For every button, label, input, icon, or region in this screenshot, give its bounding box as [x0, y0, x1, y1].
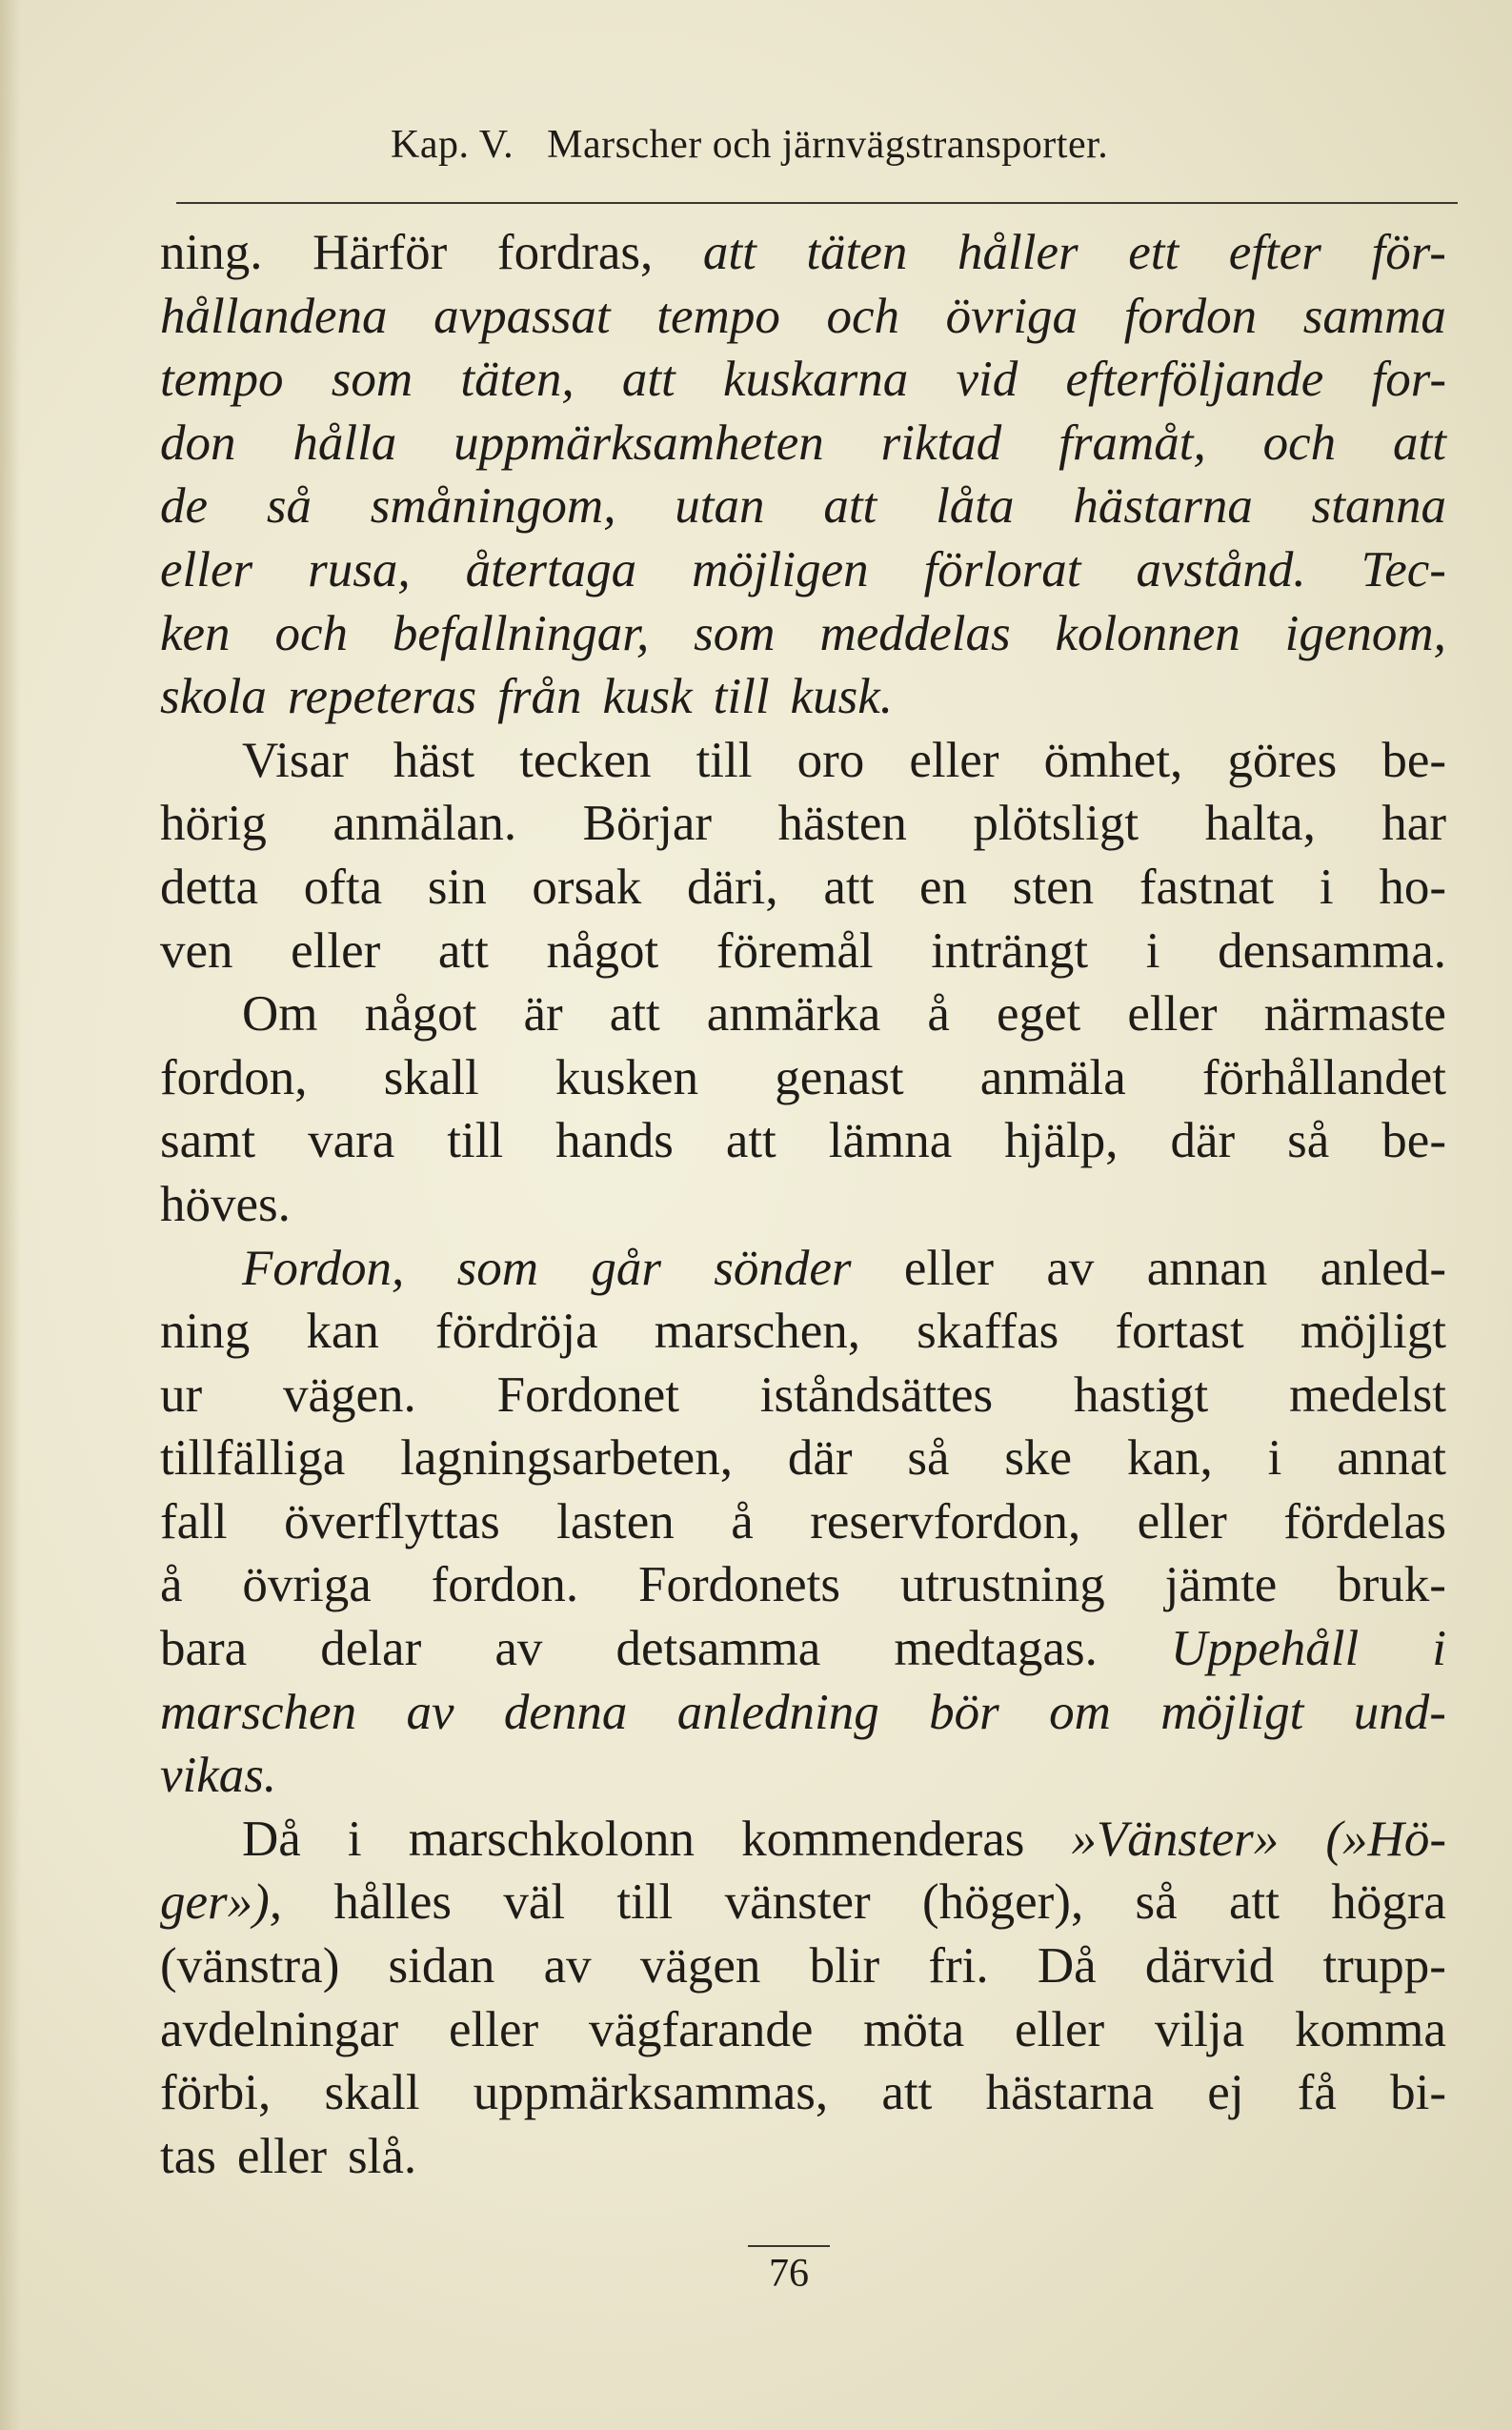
- text-line: [160, 475, 1446, 538]
- word: något: [546, 922, 659, 979]
- text-line: [160, 1427, 1446, 1490]
- word: eller: [903, 1240, 995, 1296]
- word: så: [1287, 1113, 1330, 1169]
- word: i: [1432, 1621, 1446, 1677]
- word: oro: [796, 732, 865, 788]
- word: densamma.: [1218, 922, 1446, 979]
- word: å: [160, 1557, 183, 1613]
- word: medelst: [1289, 1367, 1446, 1423]
- word: anled-: [1320, 1240, 1446, 1296]
- text-line: [160, 2061, 1446, 2125]
- word: ömhet,: [1043, 732, 1183, 788]
- word: om: [1049, 1684, 1111, 1740]
- word: att: [609, 986, 660, 1043]
- word: å: [927, 986, 950, 1043]
- word: vilja: [1154, 2001, 1245, 2057]
- chapter-label: Kap. V.: [391, 123, 514, 167]
- text-line: [160, 1046, 1446, 1110]
- word: hästen: [777, 796, 907, 852]
- word: högra: [1331, 1874, 1446, 1931]
- word: utan: [675, 478, 765, 535]
- word: förbi,: [160, 2065, 272, 2121]
- word: och: [826, 288, 900, 344]
- word: vägen: [639, 1938, 761, 1995]
- word: möjligt: [1160, 1684, 1304, 1740]
- word: närmaste: [1263, 986, 1446, 1043]
- word: skall: [324, 2065, 420, 2121]
- word: för-: [1371, 225, 1446, 280]
- word: Visar: [242, 732, 349, 788]
- word: en: [919, 859, 968, 915]
- word: i: [1145, 922, 1160, 979]
- word: kommenderas: [741, 1811, 1025, 1867]
- word: ske: [1004, 1430, 1073, 1487]
- text-line: [160, 602, 1446, 666]
- word: möjligt: [1300, 1304, 1446, 1360]
- word: Härför: [312, 225, 448, 280]
- text-line: [160, 2125, 1446, 2189]
- word: fortast: [1115, 1304, 1244, 1360]
- word: und-: [1353, 1684, 1446, 1740]
- text-line: [160, 1300, 1446, 1364]
- text-line: [160, 1553, 1446, 1617]
- word: marschkolonn: [408, 1811, 695, 1867]
- word: och: [1262, 415, 1337, 471]
- word: däri,: [686, 859, 778, 915]
- word: och: [274, 605, 348, 661]
- word: ning.: [160, 225, 263, 280]
- word: kusk.: [790, 669, 893, 725]
- word: kan,: [1126, 1430, 1213, 1487]
- text-line: [160, 348, 1446, 412]
- word: vägfarande: [588, 2001, 814, 2057]
- word: Fordonets: [637, 1557, 840, 1613]
- word: sin: [427, 859, 487, 915]
- word: Börjar: [582, 796, 712, 852]
- page-edge-shadow: [0, 0, 21, 2430]
- word: repeteras: [287, 669, 477, 725]
- word: skola: [160, 669, 267, 725]
- chapter-title: Marscher och järnvägstransporter.: [547, 123, 1109, 167]
- word: eller: [291, 922, 381, 979]
- word: ning: [160, 1304, 251, 1360]
- word: slå.: [348, 2128, 417, 2184]
- word: for-: [1371, 352, 1446, 408]
- word: ur: [160, 1367, 203, 1423]
- word: (»Hö-: [1325, 1811, 1446, 1867]
- word: fördröja: [434, 1304, 598, 1360]
- word: föremål: [716, 922, 874, 979]
- word: halta,: [1204, 796, 1316, 852]
- word: kusken: [554, 1049, 699, 1105]
- running-header: [391, 122, 1248, 168]
- word: möta: [863, 2001, 965, 2057]
- word: jämte: [1164, 1557, 1278, 1613]
- word: iståndsättes: [759, 1367, 994, 1423]
- word: denna: [503, 1684, 628, 1740]
- word: något: [364, 986, 477, 1043]
- word: rusa,: [308, 541, 411, 597]
- word: eget: [996, 986, 1081, 1043]
- word: återtaga: [465, 541, 637, 597]
- word: så: [907, 1430, 950, 1487]
- word: anledning: [676, 1684, 879, 1740]
- word: de: [160, 478, 209, 535]
- word: avstånd.: [1136, 541, 1306, 597]
- word: befallningar,: [392, 605, 650, 661]
- word: Uppehåll: [1170, 1621, 1360, 1677]
- word: eller: [909, 732, 999, 788]
- word: få: [1297, 2065, 1337, 2121]
- word: hållandena: [160, 288, 388, 344]
- word: möjligen: [692, 541, 869, 597]
- word: till: [616, 1874, 674, 1931]
- word: att: [823, 859, 875, 915]
- word: hjälp,: [1004, 1113, 1119, 1169]
- text-line: [160, 1237, 1446, 1301]
- word: tempo: [656, 288, 780, 344]
- word: uppmärksammas,: [473, 2065, 829, 2121]
- word: marschen: [160, 1684, 357, 1740]
- word: anmäla: [979, 1049, 1126, 1105]
- word: hålla: [292, 415, 397, 471]
- word: eller: [1014, 2001, 1105, 2057]
- word: småningom,: [370, 478, 616, 535]
- word: hörig: [160, 796, 267, 852]
- word: ofta: [303, 859, 383, 915]
- text-line: [160, 412, 1446, 476]
- word: samma: [1302, 288, 1446, 344]
- word: lasten: [556, 1493, 675, 1549]
- word: förlorat: [923, 541, 1081, 597]
- word: anmälan.: [333, 796, 517, 852]
- text-line: [160, 982, 1446, 1046]
- word: tempo: [160, 352, 284, 408]
- word: detta: [160, 859, 258, 915]
- word: att: [725, 1113, 776, 1169]
- word: utrustning: [899, 1557, 1105, 1613]
- word: att: [702, 225, 756, 280]
- word: fall: [160, 1493, 228, 1549]
- word: låta: [936, 478, 1015, 535]
- word: höves.: [160, 1176, 291, 1232]
- text-line: [160, 1998, 1446, 2062]
- text-line: [160, 1681, 1446, 1745]
- word: täten,: [460, 352, 575, 408]
- word: Tec-: [1361, 541, 1446, 597]
- word: genast: [775, 1049, 904, 1105]
- word: fordon.: [431, 1557, 579, 1613]
- word: å: [731, 1493, 754, 1549]
- word: efterföljande: [1065, 352, 1324, 408]
- text-line: [160, 285, 1446, 349]
- word: att: [881, 2065, 933, 2121]
- word: annat: [1337, 1430, 1446, 1487]
- word: fördelas: [1283, 1493, 1446, 1549]
- word: i: [347, 1811, 362, 1867]
- word: vikas.: [160, 1748, 277, 1804]
- text-line: [160, 1173, 1446, 1237]
- word: blir: [809, 1938, 880, 1995]
- word: (höger),: [921, 1874, 1084, 1931]
- word: skaffas: [917, 1304, 1059, 1360]
- word: detsamma: [615, 1621, 821, 1677]
- word: fri.: [928, 1938, 989, 1995]
- word: väl: [503, 1874, 566, 1931]
- header-rule: [176, 202, 1458, 204]
- word: Fordon,: [242, 1240, 405, 1296]
- word: medtagas.: [894, 1621, 1098, 1677]
- word: be-: [1381, 1113, 1446, 1169]
- word: delar: [320, 1621, 422, 1677]
- word: avpassat: [433, 288, 611, 344]
- word: övriga: [242, 1557, 372, 1613]
- word: fordon: [1123, 288, 1258, 344]
- word: plötsligt: [973, 796, 1139, 852]
- word: fordon,: [160, 1049, 308, 1105]
- word: »Vänster»: [1071, 1811, 1280, 1867]
- word: håller: [958, 225, 1079, 280]
- footer-rule: [748, 2245, 830, 2247]
- word: sten: [1012, 859, 1095, 915]
- word: häst: [393, 732, 475, 788]
- word: från: [497, 669, 582, 725]
- word: vänster: [724, 1874, 871, 1931]
- word: kolonnen: [1055, 605, 1240, 661]
- word: till: [713, 669, 770, 725]
- word: avdelningar: [160, 2001, 399, 2057]
- body-text: [160, 221, 1446, 2188]
- word: ven: [160, 922, 233, 979]
- word: bruk-: [1337, 1557, 1446, 1613]
- word: hålles: [333, 1874, 452, 1931]
- word: vägen.: [282, 1367, 416, 1423]
- word: orsak: [532, 859, 642, 915]
- word: att: [437, 922, 489, 979]
- word: komma: [1294, 2001, 1446, 2057]
- word: eller: [236, 2128, 328, 2184]
- word: trupp-: [1322, 1938, 1446, 1995]
- word: hästarna: [985, 2065, 1155, 2121]
- text-line: [160, 665, 1446, 729]
- word: tas: [160, 2128, 216, 2184]
- word: framåt,: [1058, 415, 1206, 471]
- text-line: [160, 729, 1446, 793]
- word: kan: [306, 1304, 379, 1360]
- word: bör: [929, 1684, 999, 1740]
- word: hästarna: [1073, 478, 1253, 535]
- word: ho-: [1379, 859, 1446, 915]
- word: så: [266, 478, 312, 535]
- text-line: [160, 1808, 1446, 1872]
- word: sidan: [388, 1938, 495, 1995]
- word: kuskarna: [723, 352, 909, 408]
- word: annan: [1146, 1240, 1268, 1296]
- word: går: [591, 1240, 661, 1296]
- word: sönder: [714, 1240, 852, 1296]
- word: i: [1267, 1430, 1282, 1487]
- word: att: [1392, 415, 1446, 471]
- word: är: [523, 986, 563, 1043]
- word: vid: [956, 352, 1018, 408]
- word: eller: [160, 541, 253, 597]
- word: marschen,: [654, 1304, 861, 1360]
- word: där: [1170, 1113, 1236, 1169]
- word: täten: [806, 225, 908, 280]
- text-line: [160, 1934, 1446, 1998]
- text-line: [160, 1364, 1446, 1428]
- word: övriga: [945, 288, 1079, 344]
- word: Då: [1037, 1938, 1097, 1995]
- word: som: [694, 605, 776, 661]
- word: av: [543, 1938, 592, 1995]
- word: där: [787, 1430, 853, 1487]
- word: eller: [1127, 986, 1218, 1043]
- word: efter: [1228, 225, 1321, 280]
- word: så: [1135, 1874, 1178, 1931]
- word: att: [1228, 1874, 1280, 1931]
- text-line: [160, 1490, 1446, 1554]
- text-line: [160, 1871, 1446, 1934]
- word: göres: [1227, 732, 1338, 788]
- word: tecken: [519, 732, 652, 788]
- word: bara: [160, 1621, 248, 1677]
- word: till: [696, 732, 753, 788]
- word: vara: [308, 1113, 395, 1169]
- word: riktad: [880, 415, 1002, 471]
- word: därvid: [1144, 1938, 1275, 1995]
- word: Om: [242, 986, 318, 1043]
- word: som: [456, 1240, 539, 1296]
- text-line: [160, 1617, 1446, 1681]
- text-line: [160, 221, 1446, 285]
- word: hastigt: [1073, 1367, 1209, 1423]
- word: som: [331, 352, 413, 408]
- word: fordras,: [496, 225, 654, 280]
- word: tillfälliga: [160, 1430, 346, 1487]
- word: ken: [160, 605, 231, 661]
- page-number: 76: [769, 2252, 809, 2296]
- word: reservfordon,: [810, 1493, 1081, 1549]
- word: ett: [1128, 225, 1179, 280]
- word: skall: [383, 1049, 479, 1105]
- word: eller: [1137, 1493, 1227, 1549]
- word: lagningsarbeten,: [400, 1430, 733, 1487]
- text-line: [160, 1109, 1446, 1173]
- text-line: [160, 856, 1446, 920]
- word: inträngt: [931, 922, 1089, 979]
- word: av: [494, 1621, 543, 1677]
- word: kusk: [602, 669, 693, 725]
- word: till: [447, 1113, 504, 1169]
- word: igenom,: [1284, 605, 1446, 661]
- word: överflyttas: [284, 1493, 500, 1549]
- word: stanna: [1311, 478, 1446, 535]
- word: be-: [1381, 732, 1446, 788]
- text-line: [160, 792, 1446, 856]
- text-line: [160, 920, 1446, 983]
- word: har: [1381, 796, 1446, 852]
- word: förhållandet: [1201, 1049, 1446, 1105]
- word: (vänstra): [160, 1938, 340, 1995]
- word: ej: [1207, 2065, 1244, 2121]
- word: hands: [555, 1113, 674, 1169]
- word: Fordonet: [496, 1367, 679, 1423]
- word: don: [160, 415, 236, 471]
- word: eller: [448, 2001, 539, 2057]
- word: anmärka: [706, 986, 881, 1043]
- word: meddelas: [819, 605, 1011, 661]
- word: lämna: [828, 1113, 953, 1169]
- word: Då: [242, 1811, 301, 1867]
- word: av: [1046, 1240, 1095, 1296]
- word: att: [621, 352, 675, 408]
- text-line: [160, 1744, 1446, 1808]
- word: fastnat: [1139, 859, 1275, 915]
- word: att: [823, 478, 877, 535]
- word: samt: [160, 1113, 256, 1169]
- word: i: [1319, 859, 1334, 915]
- word: ger»),: [160, 1874, 283, 1931]
- word: uppmärksamheten: [454, 415, 824, 471]
- text-line: [160, 538, 1446, 602]
- word: av: [406, 1684, 454, 1740]
- word: bi-: [1390, 2065, 1446, 2121]
